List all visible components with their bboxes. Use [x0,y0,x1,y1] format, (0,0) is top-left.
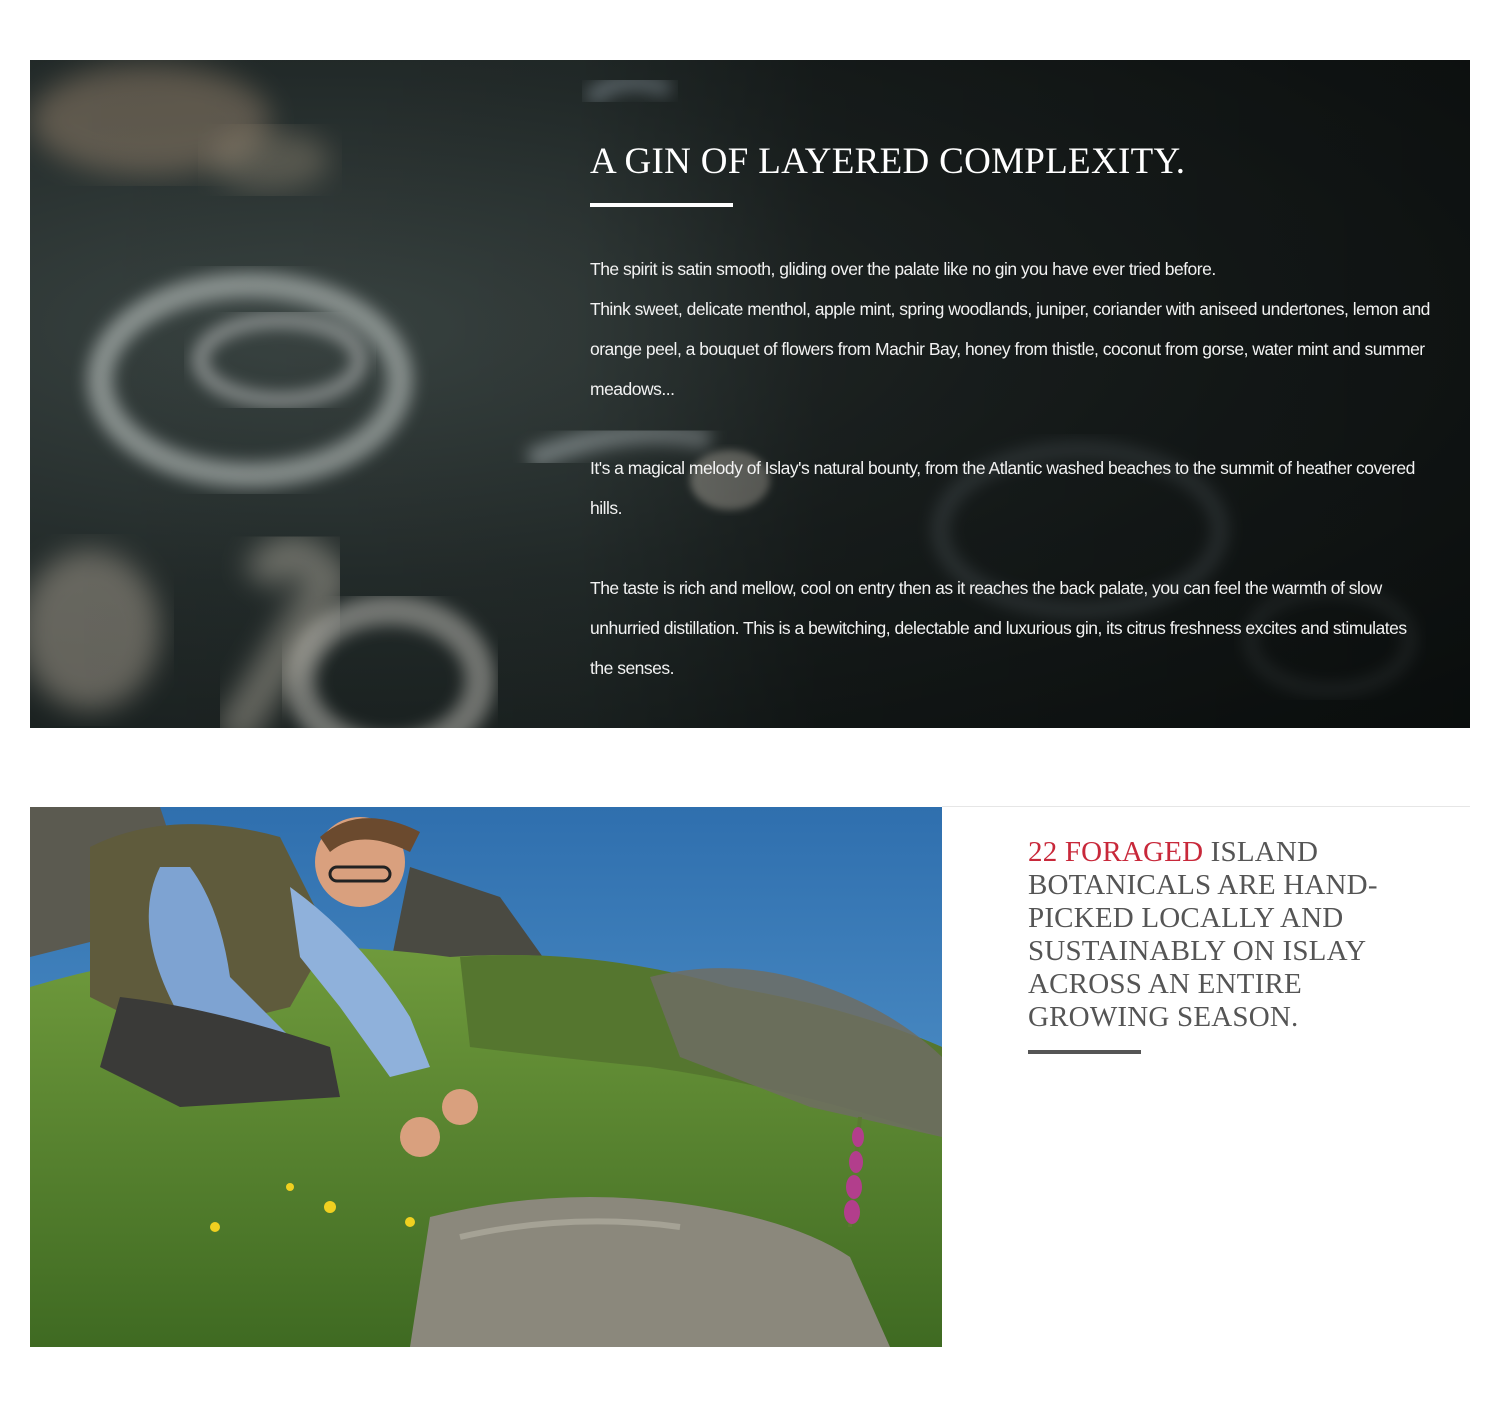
feature-block [1028,836,1408,1054]
hero-title-underline [590,203,733,207]
hero-paragraph-taste: The taste is rich and mellow, cool on entry then as it reaches the back palate, you can feel the warmth of slow unhurried distillation. This is a bewitching, delectable and luxurious gin, its citrus freshness excites and stimulates the senses. [590,578,1407,678]
hero-paragraph-tasting-notes: Think sweet, delicate menthol, apple mint, spring woodlands, juniper, coriander with aniseed undertones, lemon and orange peel, a bouquet of flowers from Machir Bay, honey from thistle, coconut from gorse, water mint and summer meadows... [590,299,1430,399]
foraging-photo-illustration [30,807,942,1347]
hero-banner [30,60,1470,728]
feature-underline [1028,1050,1141,1054]
hero-content [590,140,1430,728]
hero-paragraph-islay: It's a magical melody of Islay's natural bounty, from the Atlantic washed beaches to the summit of heather covered hills. [590,458,1415,518]
hero-title: A GIN OF LAYERED COMPLEXITY. [590,141,1186,182]
hero-paragraph-intro: The spirit is satin smooth, gliding over the palate like no gin you have ever tried before. [590,259,1216,279]
feature-headline-text: ISLAND BOTANICALS ARE HAND-PICKED LOCALLY AND SUSTAINABLY ON ISLAY ACROSS AN ENTIRE GROWING SEASON. [1028,836,1378,1033]
foraging-photo [30,807,942,1347]
feature-highlight: 22 FORAGED [1028,836,1204,868]
feature-headline [1028,836,1408,1034]
section-divider [942,806,1470,807]
